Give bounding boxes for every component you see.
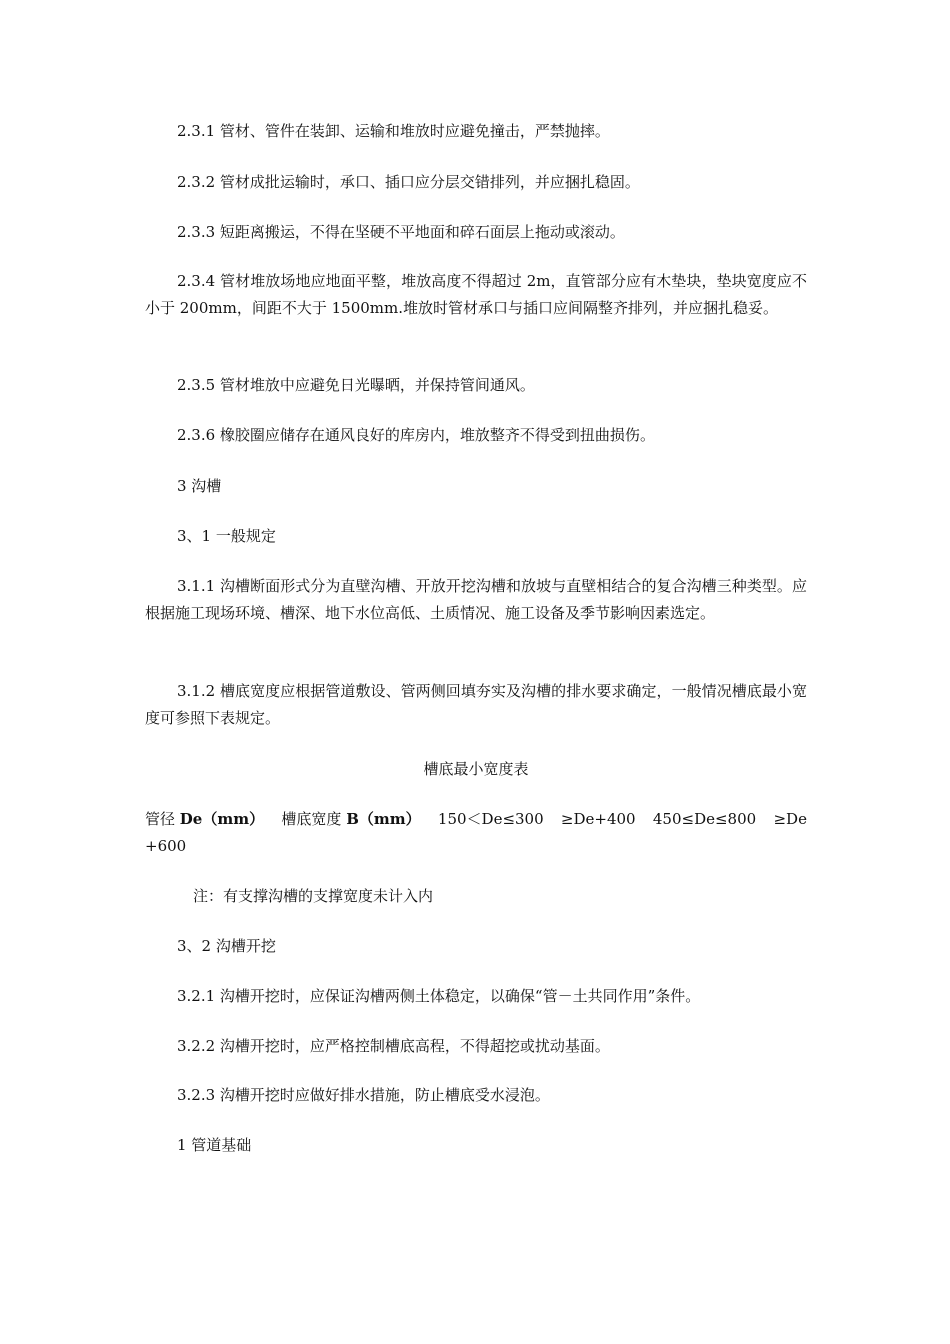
table-cell-value-2: ≥De xyxy=(773,810,807,828)
table-header-pipe-diameter: 管径 De（mm） xyxy=(145,810,265,828)
min-width-table xyxy=(145,806,807,860)
heading-pipe-foundation: 1 管道基础 xyxy=(177,1136,252,1154)
heading-3-1: 3、1 一般规定 xyxy=(177,527,276,545)
table-caption: 槽底最小宽度表 xyxy=(423,760,529,778)
paragraph-2-3-5: 2.3.5 管材堆放中应避免日光曝晒，并保持管间通风。 xyxy=(177,376,535,394)
paragraph-3-2-2: 3.2.2 沟槽开挖时，应严格控制槽底高程，不得超挖或扰动基面。 xyxy=(177,1037,610,1055)
table-header-trench-width: 槽底宽度 B（mm） xyxy=(281,810,421,828)
paragraph-2-3-4: 2.3.4 管材堆放场地应地面平整，堆放高度不得超过 2m，直管部分应有木垫块，垫块宽度应不小于 200mm，间距不大于 1500mm.堆放时管材承口与插口应间隔整齐排列，并应捆扎稳妥。 xyxy=(145,272,807,317)
table-cell-range-1: 150＜De≤300 xyxy=(437,810,544,828)
table-cell-value-1: ≥De+400 xyxy=(560,810,636,828)
paragraph-2-3-3: 2.3.3 短距离搬运，不得在坚硬不平地面和碎石面层上拖动或滚动。 xyxy=(177,223,625,241)
heading-3: 3 沟槽 xyxy=(177,477,222,495)
paragraph-2-3-1: 2.3.1 管材、管件在装卸、运输和堆放时应避免撞击，严禁抛摔。 xyxy=(177,122,610,140)
paragraph-2-3-2: 2.3.2 管材成批运输时，承口、插口应分层交错排列，并应捆扎稳固。 xyxy=(177,173,640,191)
paragraph-3-2-3: 3.2.3 沟槽开挖时应做好排水措施，防止槽底受水浸泡。 xyxy=(177,1086,550,1104)
table-note: 注：有支撑沟槽的支撑宽度未计入内 xyxy=(193,887,434,905)
table-row xyxy=(145,806,807,833)
paragraph-3-1-2: 3.1.2 槽底宽度应根据管道敷设、管两侧回填夯实及沟槽的排水要求确定，一般情况槽底最小宽度可参照下表规定。 xyxy=(145,682,807,727)
paragraph-2-3-6: 2.3.6 橡胶圈应储存在通风良好的库房内，堆放整齐不得受到扭曲损伤。 xyxy=(177,426,655,444)
heading-3-2: 3、2 沟槽开挖 xyxy=(177,937,276,955)
paragraph-3-2-1: 3.2.1 沟槽开挖时，应保证沟槽两侧土体稳定，以确保“管－土共同作用”条件。 xyxy=(177,987,701,1005)
table-cell-range-2: 450≤De≤800 xyxy=(652,810,757,828)
table-cell-value-2-wrap: +600 xyxy=(145,837,187,855)
paragraph-3-1-1: 3.1.1 沟槽断面形式分为直壁沟槽、开放开挖沟槽和放坡与直壁相结合的复合沟槽三种类型。应根据施工现场环境、槽深、地下水位高低、土质情况、施工设备及季节影响因素选定。 xyxy=(145,577,807,622)
